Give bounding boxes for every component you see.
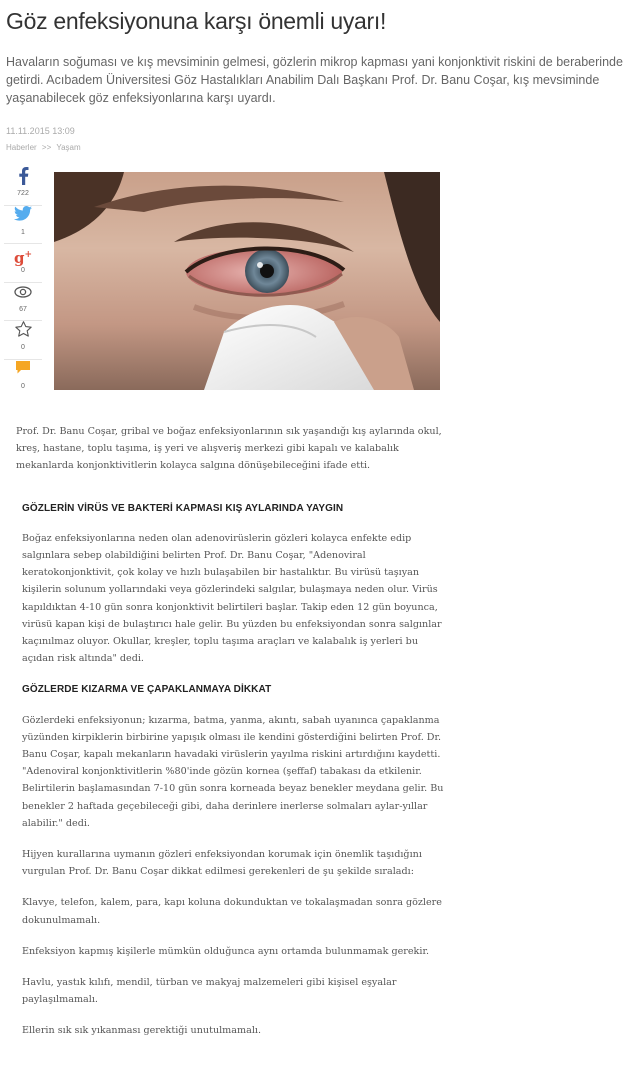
comments-button[interactable] xyxy=(4,360,42,398)
eye-icon xyxy=(4,283,42,305)
paragraph-infected: Enfeksiyon kapmış kişilerle mümkün olduğunca aynı ortamda bulunmamak gerekir. xyxy=(22,945,430,957)
breadcrumb-category[interactable]: Yaşam xyxy=(56,143,81,152)
facebook-icon xyxy=(4,167,42,189)
section-text-viruses: Boğaz enfeksiyonlarına neden olan adenovirüslerin gözleri kolayca enfekte edip salgınlara sebep olabildiğini belirten Prof. Dr. Banu Coşar, "Adenoviral keratokonjonktivit, çok kolay ve hızlı bulaşabilen bir hastalıktır. Bu virüsü taşıyan kişilerin solunum yollarındaki veya gözlerindeki salgılar, bulaşmaya neden olur. Virüs kapıldıktan 4-10 gün sonra konjonktivit belirtileri başlar. Takip eden 12 gün boyunca, virüsü kapan kişi de bulaştırıcı hale gelir. Bu yüzden bu enfeksiyondan sonra salgınlar kaçınılmaz oluyor. Okullar, kreşler, toplu taşıma araçları ve kalabalık iş yerleri bu açıdan risk altında" dedi. xyxy=(22,532,442,665)
twitter-share-button[interactable] xyxy=(4,206,42,245)
share-bar xyxy=(4,167,42,397)
star-icon xyxy=(4,321,42,343)
google-plus-count: 0 xyxy=(21,267,25,274)
article-title: Göz enfeksiyonuna karşı önemli uyarı! xyxy=(6,8,387,34)
article-lead: Havaların soğuması ve kış mevsiminin gelmesi, gözlerin mikrop kapması yani konjonktivit riskini de beraberinde getirdi. Acıbadem Üniversitesi Göz Hastalıkları Anabilim Dalı Başkanı Prof. Dr. Banu Coşar, kış mevsiminde yaşanabilecek göz enfeksiyonlarına karşı uyardı. xyxy=(6,55,623,105)
article-body xyxy=(16,423,446,1054)
comments-count: 0 xyxy=(21,382,25,390)
article-photo-eye-infection xyxy=(54,172,440,390)
twitter-icon xyxy=(4,206,42,228)
views-count: 67 xyxy=(19,305,27,313)
section-text-redness: Gözlerdeki enfeksiyonun; kızarma, batma, yanma, akıntı, sabah uyanınca çapaklanma yüzünden kirpiklerin birbirine yapışık olması ile kendini gösterdiğini belirten Prof. Dr. Banu Coşar, kapalı mekanların havadaki virüslerin yayılma riskini artırdığını kaydetti. "Adenoviral konjonktivitlerin %80'inde gözün kornea (şeffaf) tabakası da etkilenir. Belirtilerin başlamasından 7-10 gün sonra korneada beyaz benekler meydana gelir. Bu benekler 2 haftada geçebileceği gibi, daha derinlere inerlerse solmaları aylar-yıllar alabilir." dedi. xyxy=(22,714,444,829)
favorite-button[interactable] xyxy=(4,321,42,360)
publish-date: 11.11.2015 13:09 xyxy=(6,126,75,136)
paragraph-hands: Ellerin sık sık yıkanması gerektiği unutulmamalı. xyxy=(22,1025,262,1037)
article-intro: Prof. Dr. Banu Coşar, gribal ve boğaz enfeksiyonlarının sık yaşandığı kış aylarında okul, kreş, hastane, toplu taşıma, iş yeri ve alışveriş merkezi gibi kapalı ve kalabalık mekanlarda konjonktivitlerin kolayca salgına dönüşebileceğini ifade etti. xyxy=(16,426,442,472)
breadcrumb-separator: >> xyxy=(41,143,52,152)
breadcrumb xyxy=(6,143,84,152)
breadcrumb-home[interactable]: Haberler xyxy=(6,143,37,152)
favorite-count: 0 xyxy=(21,344,25,351)
twitter-count: 1 xyxy=(21,228,25,236)
google-plus-icon: g+ xyxy=(13,249,33,267)
google-plus-share-button[interactable] xyxy=(4,244,42,283)
section-heading-viruses: GÖZLERİN VİRÜS VE BAKTERİ KAPMASI KIŞ AYLARINDA YAYGIN xyxy=(22,502,344,514)
section-heading-redness: GÖZLERDE KIZARMA VE ÇAPAKLANMAYA DİKKAT xyxy=(22,684,272,696)
paragraph-keyboard: Klavye, telefon, kalem, para, kapı koluna dokunduktan ve tokalaşmadan sonra gözlere dokunulmamalı. xyxy=(22,897,442,926)
paragraph-hygiene: Hijyen kurallarına uymanın gözleri enfeksiyondan korumak için önemlik taşıdığını vurgulan Prof. Dr. Banu Coşar dikkat edilmesi gerekenleri de şu şekilde sıraladı: xyxy=(22,849,422,878)
facebook-count: 722 xyxy=(17,190,29,197)
facebook-share-button[interactable] xyxy=(4,167,42,206)
views-counter xyxy=(4,283,42,322)
comment-icon xyxy=(4,360,42,382)
paragraph-towel: Havlu, yastık kılıfı, mendil, türban ve makyaj malzemeleri gibi kişisel eşyalar paylaşılmamalı. xyxy=(22,977,397,1006)
